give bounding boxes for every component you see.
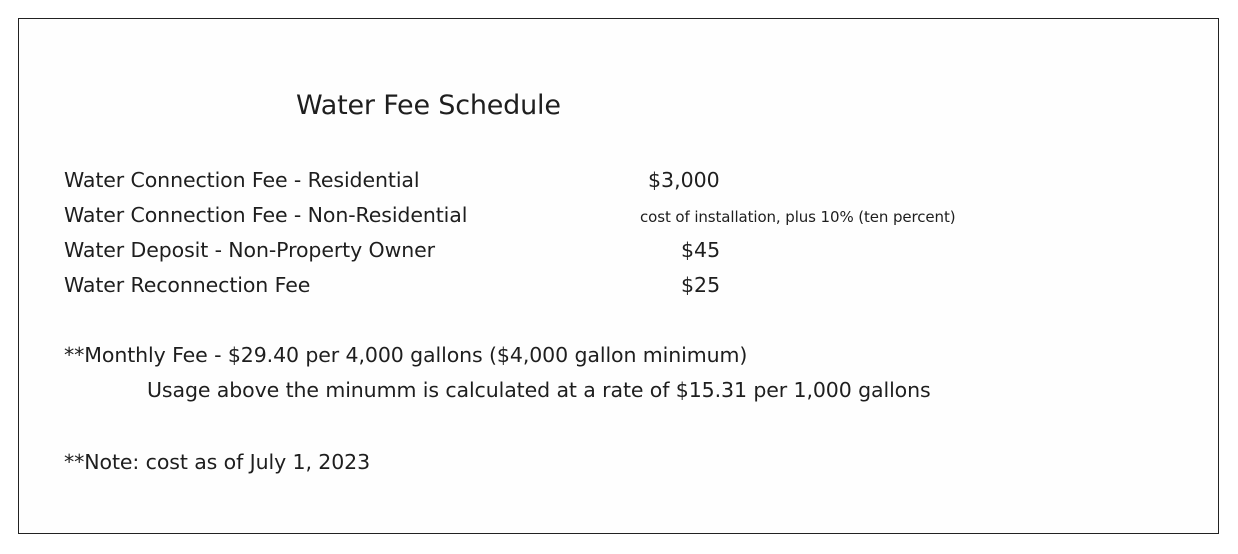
fee-row-deposit xyxy=(64,238,1064,268)
monthly-fee-text: **Monthly Fee - $29.40 per 4,000 gallons ($4,000 gallon minimum) xyxy=(64,343,748,367)
fee-row-non-residential xyxy=(64,203,1064,233)
fee-row-residential xyxy=(64,168,1064,198)
page-title: Water Fee Schedule xyxy=(296,90,561,121)
fee-amount: $3,000 xyxy=(648,168,720,192)
fee-label: Water Connection Fee - Non-Residential xyxy=(64,203,468,227)
fee-amount: cost of installation, plus 10% (ten percent) xyxy=(640,208,956,226)
fee-label: Water Connection Fee - Residential xyxy=(64,168,420,192)
fee-amount: $45 xyxy=(681,238,721,262)
fee-label: Water Deposit - Non-Property Owner xyxy=(64,238,435,262)
effective-date-note: **Note: cost as of July 1, 2023 xyxy=(64,450,371,474)
fee-amount: $25 xyxy=(681,273,721,297)
fee-label: Water Reconnection Fee xyxy=(64,273,311,297)
usage-rate-text: Usage above the minumm is calculated at a rate of $15.31 per 1,000 gallons xyxy=(147,378,931,402)
fee-row-reconnection xyxy=(64,273,1064,303)
